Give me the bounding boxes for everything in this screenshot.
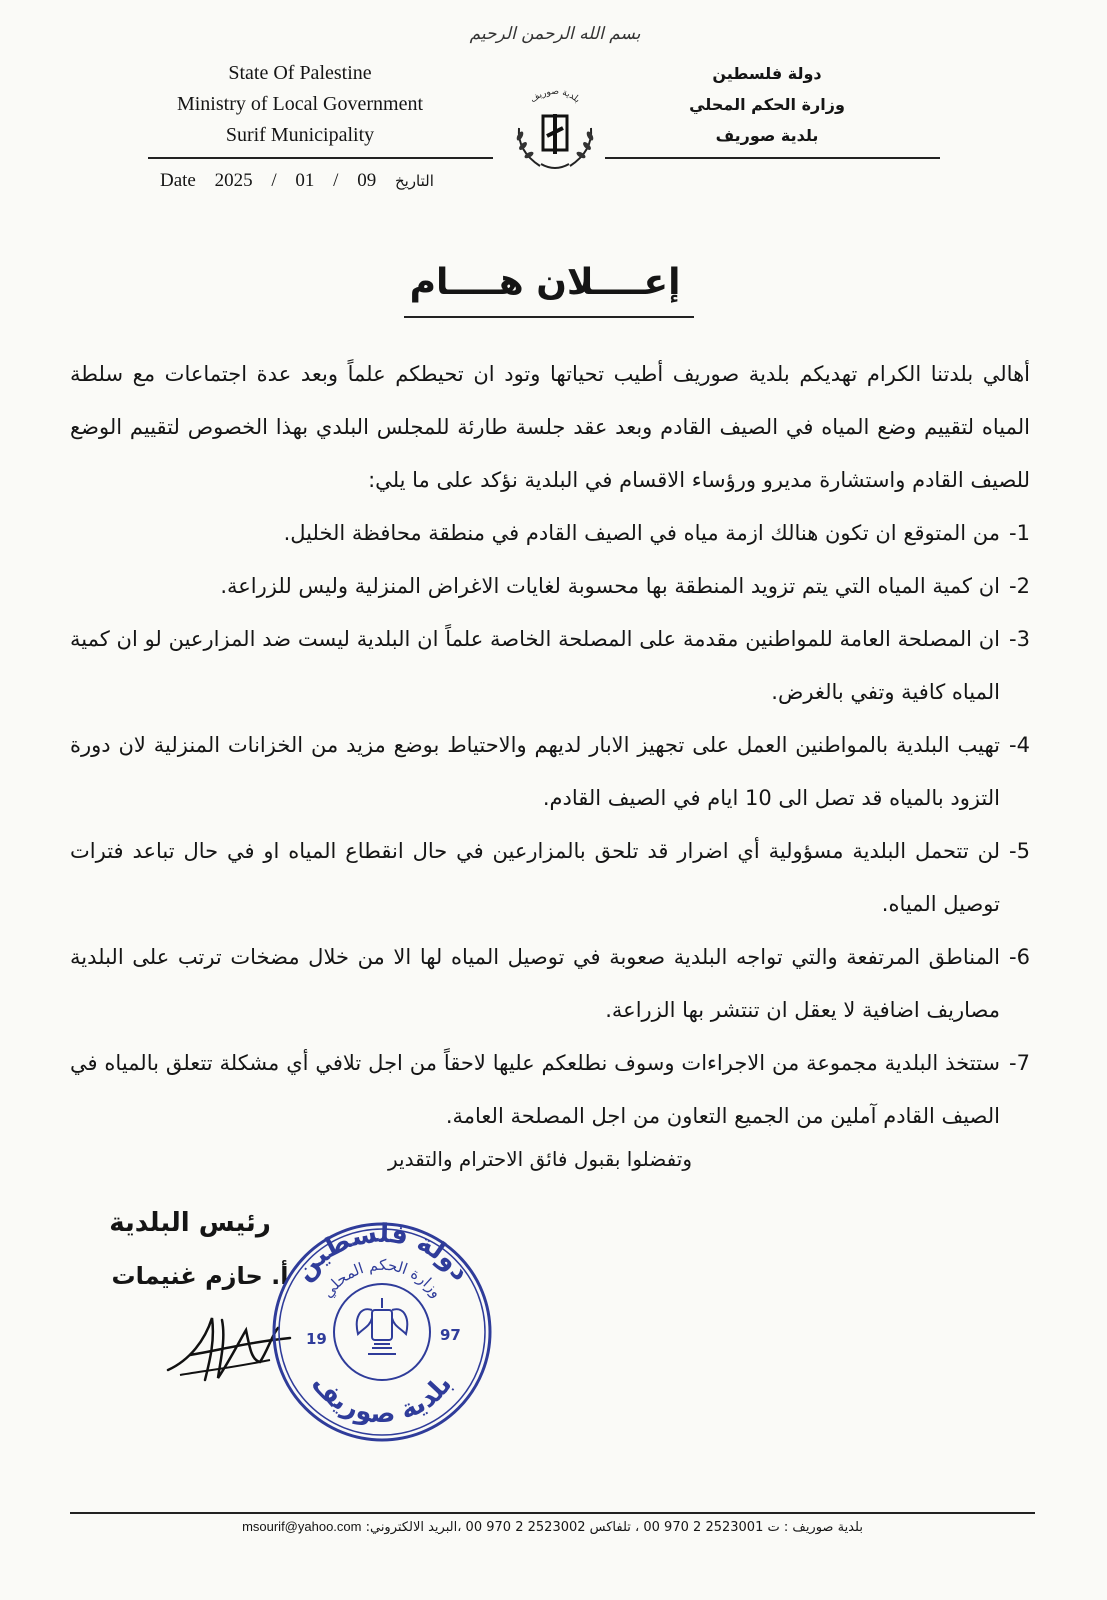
date-year: 2025 (214, 170, 253, 191)
stamp-bottom-text: بلدية صوريف (305, 1368, 459, 1430)
stamp-year-right: 97 (440, 1326, 461, 1344)
intro-paragraph: أهالي بلدتنا الكرام تهديكم بلدية صوريف أطيب تحياتها وتود ان تحيطكم علماً وبعد عدة اجتماعات مع سلطة المياه لتقييم وضع المياه في الصيف القادم وبعد عقد جلسة طارئة للمجلس البلدي بهذا الخصوص لتقييم الوضع للصيف القادم واستشارة مديرو ورؤساء الاقسام في البلدية نؤكد على ما يلي: (70, 362, 1030, 492)
header-rule-right (605, 157, 940, 159)
eagle-icon (357, 1298, 407, 1354)
list-item (70, 719, 1030, 825)
footer-contact (70, 1519, 1035, 1535)
header-ar-municipality: بلدية صوريف (715, 126, 819, 145)
item-text: من المتوقع ان تكون هنالك ازمة مياه في الصيف القادم في منطقة محافظة الخليل. (283, 521, 1000, 545)
item-text: لن تتحمل البلدية مسؤولية أي اضرار قد تلحق بالمزارعين في حال انقطاع المياه او في حال تباعد فترات توصيل المياه. (70, 839, 1000, 916)
stamp-inner-text: وزارة الحكم المحلي (318, 1255, 446, 1302)
svg-text:وزارة الحكم المحلي (318, 1256, 446, 1302)
date-day: 09 (357, 170, 377, 191)
header-arabic (667, 58, 867, 151)
header-ar-state: دولة فلسطين (712, 64, 822, 83)
item-number: 3- (1009, 627, 1030, 651)
date-label-arabic: التاريخ (394, 172, 434, 190)
item-number: 7- (1009, 1051, 1030, 1075)
stamp-year-left: 19 (306, 1330, 327, 1348)
header-english (150, 58, 450, 151)
item-number: 5- (1009, 839, 1030, 863)
footer-rule (70, 1512, 1035, 1514)
footer-email[interactable]: msourif@yahoo.com (242, 1519, 362, 1534)
header-en-ministry: Ministry of Local Government (176, 93, 424, 115)
date-month: 01 (295, 170, 315, 191)
svg-text:بلدية صوريف (529, 87, 582, 105)
signatory-title: رئيس البلدية (109, 1208, 271, 1238)
item-number: 2- (1009, 574, 1030, 598)
date-separator: / (333, 170, 339, 191)
list-item (70, 931, 1030, 1037)
item-text: تهيب البلدية بالمواطنين العمل على تجهيز الابار لديهم والاحتياط بوضع مزيد من الخزانات المنزلية لان دورة التزود بالمياه قد تصل الى 10 ايام في الصيف القادم. (70, 733, 1000, 810)
closing-line: وتفضلوا بقبول فائق الاحترام والتقدير (387, 1147, 692, 1171)
item-number: 1- (1009, 521, 1030, 545)
title-underline (404, 316, 694, 318)
date-separator: / (271, 170, 277, 191)
date-line (160, 170, 460, 192)
date-label: Date (160, 170, 196, 191)
header-en-municipality: Surif Municipality (225, 124, 375, 146)
item-number: 4- (1009, 733, 1030, 757)
list-item (70, 1037, 1030, 1143)
list-item (70, 613, 1030, 719)
footer-contact-text: بلدية صوريف : ت 2523001 2 970 00 ، تلفاكس 2523002 2 970 00 ،البريد الالكتروني: (361, 1520, 863, 1535)
item-number: 6- (1009, 945, 1030, 969)
page-title: إعــــلان هــــام (409, 262, 681, 303)
header-rule-left (148, 157, 493, 159)
item-text: ان المصلحة العامة للمواطنين مقدمة على المصلحة الخاصة علماً ان البلدية ليست ضد المزارعين لو ان كمية المياه كافية وتفي بالغرض. (70, 627, 1000, 704)
header-ar-ministry: وزارة الحكم المحلي (689, 95, 845, 114)
points-list (70, 507, 1030, 1143)
header-en-state: State Of Palestine (228, 62, 372, 84)
basmala: بسم الله الرحمن الرحيم (469, 24, 641, 44)
stamp-top-text: دولة فلسطين (288, 1218, 476, 1287)
item-text: المناطق المرتفعة والتي تواجه البلدية صعوبة في توصيل المياه لها الا من خلال مضخات ترتب على البلدية مصاريف اضافية لا يعقل ان تنتشر بها الزراعة. (70, 945, 1000, 1022)
list-item (70, 560, 1030, 613)
municipality-emblem-icon (505, 76, 605, 176)
list-item (70, 825, 1030, 931)
signatory-name: أ. حازم غنيمات (111, 1262, 289, 1290)
official-stamp (268, 1218, 496, 1446)
list-item (70, 507, 1030, 560)
item-text: ان كمية المياه التي يتم تزويد المنطقة بها محسوبة لغايات الاغراض المنزلية وليس للزراعة. (220, 574, 1000, 598)
svg-text:دولة فلسطين (289, 1218, 476, 1286)
announcement-body (70, 348, 1030, 1143)
emblem-text: بلدية صوريف (528, 86, 582, 106)
item-text: ستتخذ البلدية مجموعة من الاجراءات وسوف نطلعكم عليها لاحقاً من اجل تلافي أي مشكلة تتعلق بالمياه في الصيف القادم آملين من الجميع التعاون من اجل المصلحة العامة. (70, 1051, 1000, 1128)
